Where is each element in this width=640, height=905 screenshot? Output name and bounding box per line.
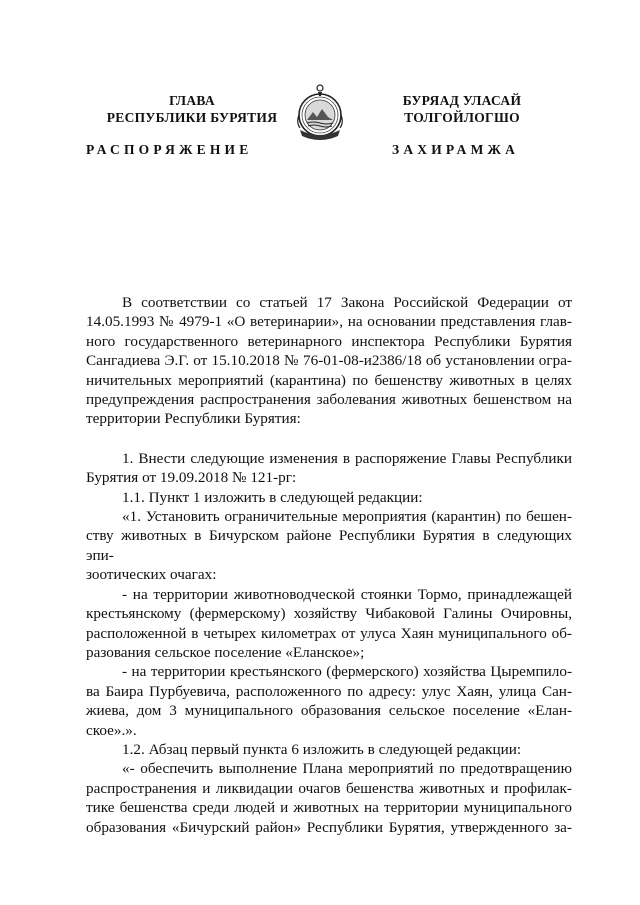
paragraph	[86, 662, 572, 740]
text-line: разования сельское поселение «Еланское»;	[86, 643, 365, 661]
text-line: ское».».	[86, 721, 137, 739]
header-left	[82, 92, 302, 126]
text-line: жиева, дом 3 муниципального образования сельское поселение «Елан-	[86, 702, 572, 720]
paragraph	[86, 488, 572, 507]
text-line: 14.05.1993 № 4979-1 «О ветеринарии», на основании представления глав-	[86, 313, 572, 331]
text-line: 1.2. Абзац первый пункта 6 изложить в следующей редакции:	[122, 740, 522, 758]
header-right-line2: ТОЛГОЙЛОГШО	[404, 110, 520, 125]
header-left-line2: РЕСПУБЛИКИ БУРЯТИЯ	[106, 110, 278, 125]
text-line: предупреждения распространения заболевания животных бешенством на	[86, 391, 572, 409]
text-line: «- обеспечить выполнение Плана мероприятий по предотвращению	[122, 760, 572, 778]
text-line: образования «Бичурский район» Республики Бурятия, утвержденного за-	[86, 818, 572, 836]
text-line: - на территории крестьянского (фермерского) хозяйства Цыремпило-	[122, 663, 572, 681]
text-line: крестьянскому (фермерскому) хозяйству Чибаковой Галины Очировны,	[86, 605, 572, 623]
text-line: расположенной в четырех километрах от улуса Хаян муниципального об-	[86, 624, 572, 642]
paragraph	[86, 507, 572, 585]
text-line: территории Республики Бурятия:	[86, 410, 301, 428]
text-line: Бурятия от 19.09.2018 № 121-рг:	[86, 469, 297, 487]
text-line: зоотических очагах:	[86, 566, 217, 584]
header-left-line1: ГЛАВА	[169, 93, 215, 108]
document-body	[86, 293, 572, 837]
text-line: В соответствии со статьей 17 Закона Российской Федерации от	[122, 294, 572, 311]
text-line: ного государственного ветеринарного инспектора Республики Бурятия	[86, 332, 572, 350]
text-line: 1. Внести следующие изменения в распоряжение Главы Республики	[122, 449, 572, 467]
text-line: - на территории животноводческой стоянки Тормо, принадлежащей	[122, 585, 572, 603]
header-right	[352, 92, 572, 126]
decree-title-buryat: ЗАХИРАМЖА	[392, 142, 520, 157]
paragraph	[86, 585, 572, 663]
paragraph	[86, 740, 572, 759]
paragraph	[86, 759, 572, 837]
text-line: «1. Установить ограничительные мероприятия (карантин) по бешен-	[122, 508, 572, 526]
text-line: ничительных мероприятий (карантина) по бешенству животных в целях	[86, 371, 572, 389]
paragraph	[86, 449, 572, 488]
paragraph	[86, 293, 572, 429]
text-line: тике бешенства среди людей и животных на территории муниципального	[86, 799, 572, 817]
text-line: Сангадиева Э.Г. от 15.10.2018 № 76-01-08-и2386/18 об установлении огра-	[86, 352, 572, 370]
text-line: 1.1. Пункт 1 изложить в следующей редакции:	[122, 488, 423, 506]
text-line: ству животных в Бичурском районе Республики Бурятия в следующих эпи-	[86, 527, 572, 564]
text-line: распространения и ликвидации очагов бешенства животных и профилак-	[86, 779, 572, 797]
decree-title-russian: РАСПОРЯЖЕНИЕ	[86, 142, 253, 157]
header-right-line1: БУРЯАД УЛАСАЙ	[402, 93, 522, 108]
text-line: ва Баира Пурбуевича, расположенного по адресу: улус Хаян, улица Сан-	[86, 682, 572, 700]
coat-of-arms-emblem	[294, 82, 346, 144]
